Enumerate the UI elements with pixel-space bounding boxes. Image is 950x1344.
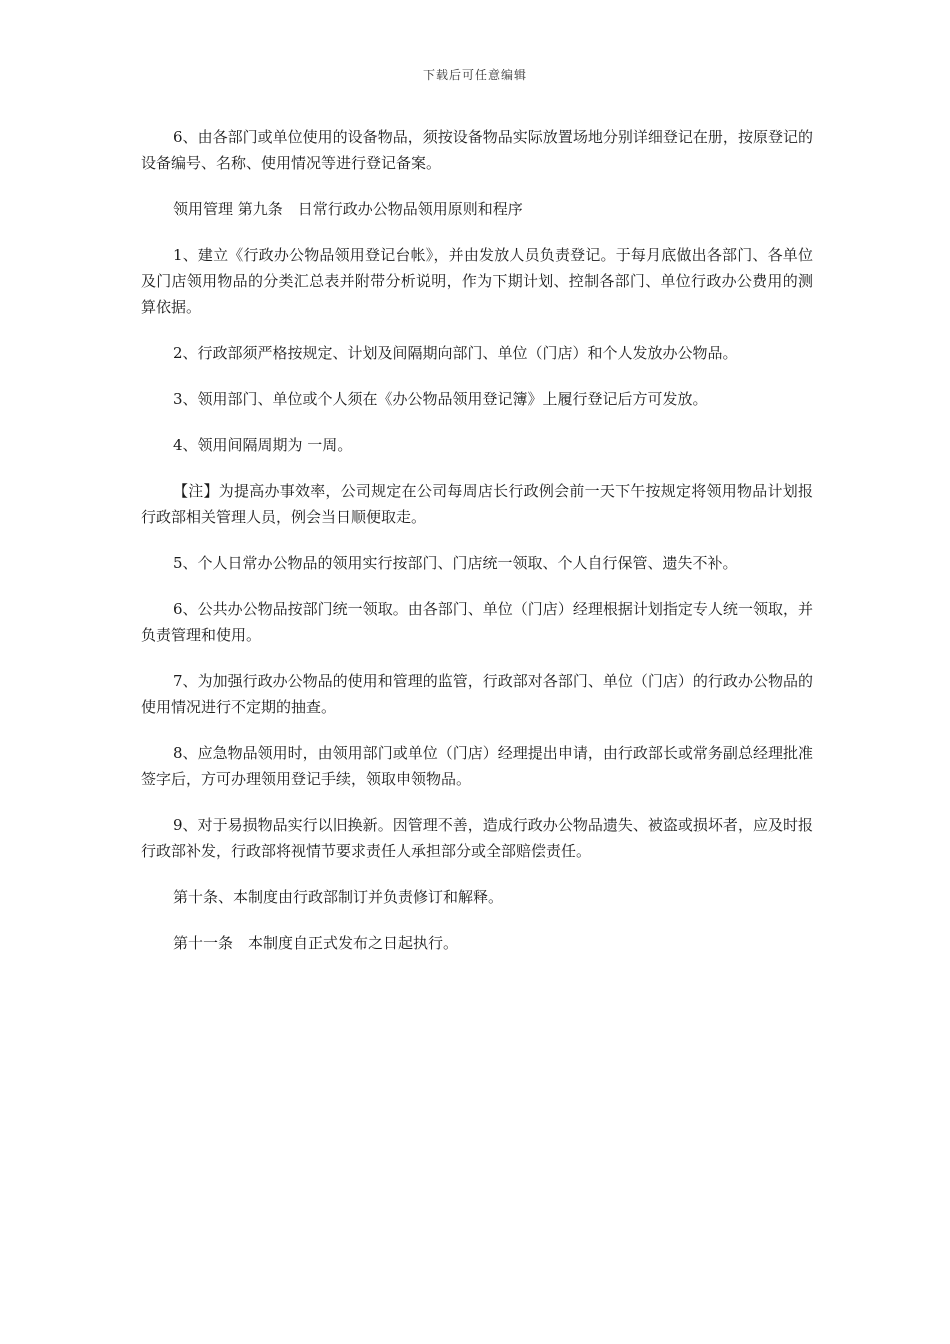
- paragraph-item-6-equipment: 6、由各部门或单位使用的设备物品，须按设备物品实际放置场地分别详细登记在册，按原登记的设备编号、名称、使用情况等进行登记备案。: [141, 128, 813, 172]
- document-body: [141, 124, 813, 976]
- paragraph-item-9: 9、对于易损物品实行以旧换新。因管理不善，造成行政办公物品遗失、被盗或损坏者，应及时报行政部补发，行政部将视情节要求责任人承担部分或全部赔偿责任。: [141, 816, 813, 860]
- paragraph-item-7: 7、为加强行政办公物品的使用和管理的监管，行政部对各部门、单位（门店）的行政办公物品的使用情况进行不定期的抽查。: [141, 672, 813, 716]
- section-heading-article-9: 领用管理 第九条 日常行政办公物品领用原则和程序: [173, 200, 523, 218]
- paragraph-item-8: 8、应急物品领用时，由领用部门或单位（门店）经理提出申请，由行政部长或常务副总经理批准签字后，方可办理领用登记手续，领取申领物品。: [141, 744, 813, 788]
- paragraph-item-5: 5、个人日常办公物品的领用实行按部门、门店统一领取、个人自行保管、遗失不补。: [173, 554, 738, 572]
- page-header-note: 下载后可任意编辑: [422, 68, 527, 82]
- paragraph-item-3: 3、领用部门、单位或个人须在《办公物品领用登记簿》上履行登记后方可发放。: [173, 390, 708, 408]
- paragraph-item-1: 1、建立《行政办公物品领用登记台帐》，并由发放人员负责登记。于每月底做出各部门、各单位及门店领用物品的分类汇总表并附带分析说明，作为下期计划、控制各部门、单位行政办公费用的测算依据。: [141, 246, 813, 316]
- paragraph-item-4: 4、领用间隔周期为 一周。: [173, 436, 353, 454]
- paragraph-article-11: 第十一条 本制度自正式发布之日起执行。: [173, 934, 459, 952]
- paragraph-article-10: 第十条、本制度由行政部制订并负责修订和解释。: [173, 888, 504, 906]
- paragraph-item-6: 6、公共办公物品按部门统一领取。由各部门、单位（门店）经理根据计划指定专人统一领取，并负责管理和使用。: [141, 600, 813, 644]
- paragraph-item-2: 2、行政部须严格按规定、计划及间隔期向部门、单位（门店）和个人发放办公物品。: [173, 344, 738, 362]
- paragraph-note: 【注】为提高办事效率，公司规定在公司每周店长行政例会前一天下午按规定将领用物品计划报行政部相关管理人员，例会当日顺便取走。: [141, 482, 813, 526]
